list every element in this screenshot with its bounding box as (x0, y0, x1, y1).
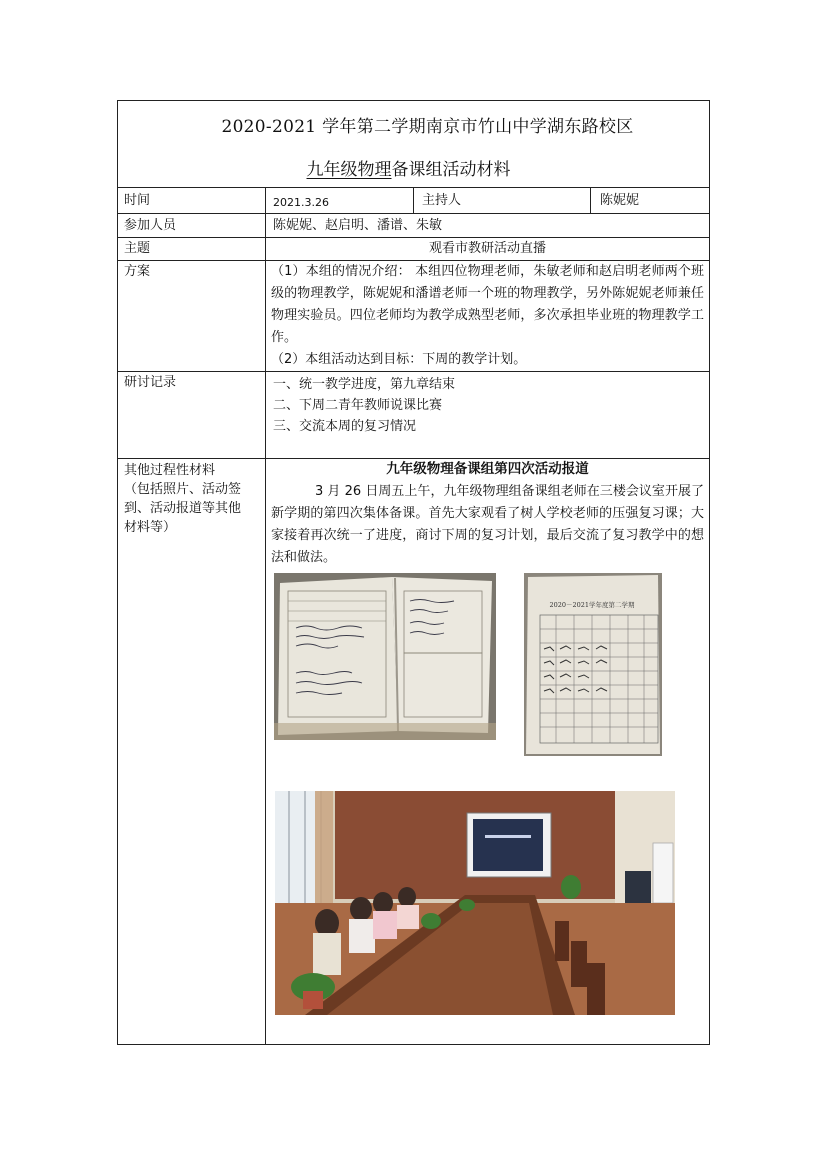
column-divider (590, 187, 591, 213)
photo-signin-sheet (524, 573, 662, 756)
plan-label: 方案 (124, 264, 151, 279)
record-item: 二、下周二青年教师说课比赛 (273, 398, 443, 413)
subtitle-underlined: 九年级物理 (306, 160, 392, 180)
time-value: 2021.3.26 (273, 196, 329, 209)
row-divider (118, 371, 709, 372)
record-list (273, 374, 455, 437)
plan-paragraph-1: （1）本组的情况介绍： 本组四位物理老师，朱敏老师和赵启明老师两个班级的物理教学，陈妮妮和潘谱老师一个班的物理教学，另外陈妮妮老师兼任物理实验员。四位老师均为教学成熟型老师，多次承担毕业班的物理教学工作。 (271, 264, 704, 345)
report-title: 九年级物理备课组第四次活动报道 (386, 461, 589, 477)
plan-paragraph-2: （2）本组活动达到目标：下周的教学计划。 (271, 352, 527, 367)
column-divider (265, 187, 266, 1044)
activity-record-form (117, 100, 710, 1045)
report-body: 3 月 26 日周五上午，九年级物理组备课组老师在三楼会议室开展了新学期的第四次集体备课。首先大家观看了树人学校老师的压强复习课；大家接着再次统一了进度，商讨下周的复习计划，最后交流了复习教学中的想法和做法。 (271, 484, 704, 565)
photo-meeting-room (275, 791, 675, 1015)
other-label-line: 材料等） (124, 520, 177, 535)
record-item: 一、统一教学进度，第九章结束 (273, 377, 456, 392)
document-subtitle (118, 155, 709, 180)
signin-sheet-header: 2020－2021学年度第二学期 (549, 601, 635, 609)
host-value: 陈妮妮 (600, 193, 640, 208)
document-title: 2020-2021 学年第二学期南京市竹山中学湖东路校区 (221, 117, 634, 137)
record-item: 三、交流本周的复习情况 (273, 419, 417, 434)
record-label: 研讨记录 (124, 375, 177, 390)
host-label: 主持人 (422, 193, 462, 208)
topic-label: 主题 (124, 241, 151, 256)
other-label-line: （包括照片、活动签 (124, 482, 242, 497)
other-label-line: 其他过程性材料 (124, 463, 216, 478)
other-label-line: 到、活动报道等其他 (124, 501, 242, 516)
participants-label: 参加人员 (124, 218, 177, 233)
title-block (118, 101, 709, 187)
row-divider (118, 213, 709, 214)
participants-value: 陈妮妮、赵启明、潘谱、朱敏 (273, 218, 443, 233)
time-label: 时间 (124, 193, 151, 208)
topic-value: 观看市教研活动直播 (428, 241, 546, 256)
row-divider (118, 458, 709, 459)
other-label (124, 461, 241, 537)
subtitle-rest: 备课组活动材料 (391, 160, 511, 180)
column-divider (413, 187, 414, 213)
photo-notebook (274, 573, 496, 740)
row-divider (118, 237, 709, 238)
